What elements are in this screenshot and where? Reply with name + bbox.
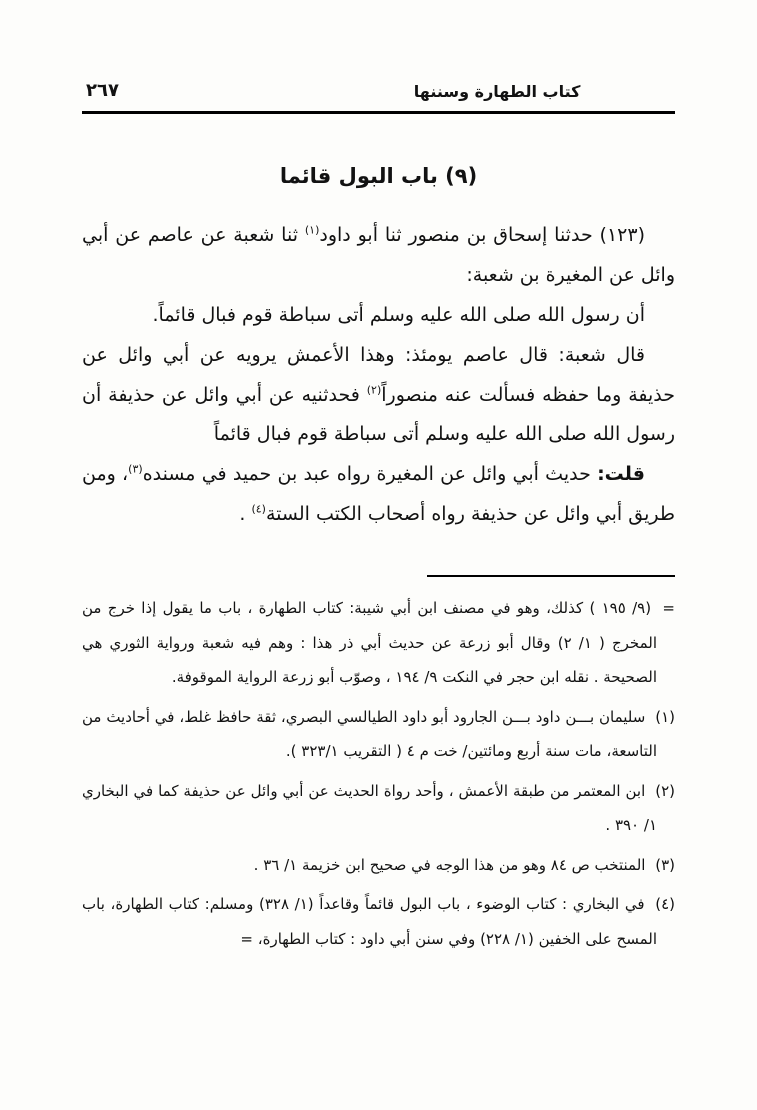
footnote [82,848,675,883]
text-run: أن رسول الله صلى الله عليه وسلم أتى سباطة قوم فبال قائماً. [152,303,645,326]
page-number: ٢٦٧ [86,80,119,101]
footnote-text: سليمان بـــن داود بـــن الجارود أبو داود الطيالسي البصري، ثقة حافظ غلط، في أحاديث من التاسعة، مات سنة أربع ومائتين/ خت م ٤ ( التقريب ٣٢٣/١ ). [82,707,657,761]
footnote-ref: (٢) [366,383,382,397]
footnote-marker: (٣) [655,855,675,874]
text-run: فحدثنيه عن أبي وائل عن حذيفة أن رسول الله صلى الله عليه وسلم أتى سباطة قوم فبال قائماً [82,383,675,446]
text-run: قال شعبة: قال عاصم يومئذ: وهذا الأعمش يرويه عن أبي وائل عن حذيفة وما حفظه فسألت عنه منصوراً [82,343,675,406]
footnote-text: (٩/ ١٩٥ ) كذلك، وهو في مصنف ابن أبي شيبة: كتاب الطهارة ، باب ما يقول إذا خرج من المخرج ( ١/ ٢) وقال أبو زرعة عن حديث أبي ذر هذا : وهم فيه شعبة ورواية الثوري هي الصحيحة . نقله ابن حجر في النكت ٩/ ١٩٤ ، وصوّب أبو زرعة الرواية الموقوفة. [82,599,657,687]
text-run: ثنا شعبة عن عاصم عن أبي وائل عن المغيرة بن شعبة: [82,224,675,286]
body-paragraph [82,455,675,535]
footnote-marker: (٤) [655,895,675,914]
text-run: . [239,503,252,526]
footnote [82,591,675,695]
footnote-text: ابن المعتمر من طبقة الأعمش ، وأحد رواة الحديث عن أبي وائل عن حذيفة كما في البخاري ١/ ٣٩٠ . [82,781,657,835]
page-header [82,78,675,108]
footnote [82,700,675,769]
footnote-marker: (١) [655,707,675,726]
footnotes-section [82,591,675,956]
text-run: ، ومن طريق أبي وائل عن حذيفة رواه أصحاب الكتب الستة [82,463,675,526]
chapter-title: (٩) باب البول قائما [279,164,478,188]
footnote [82,774,675,843]
footnote-marker: (٢) [655,781,675,800]
footnote-ref: (١) [304,223,320,237]
text-run: قلت: [597,463,645,486]
header-book-title: كتاب الطهارة وسننها [413,82,581,101]
footnote-ref: (٣) [128,463,143,477]
hadith-body [82,216,675,535]
footnote [82,887,675,956]
footnote-text: في البخاري : كتاب الوضوء ، باب البول قائماً وقاعداً (١/ ٣٢٨) ومسلم: كتاب الطهارة، باب المسح على الخفين (١/ ٢٢٨) وفي سنن أبي داود : كتاب الطهارة، = [82,895,657,948]
body-paragraph [82,216,675,296]
header-rule [82,111,675,114]
body-paragraph [82,336,675,456]
footnote-marker: = [662,599,675,618]
footnote-text: المنتخب ص ٨٤ وهو من هذا الوجه في صحيح ابن خزيمة ١/ ٣٦ . [253,855,646,874]
body-paragraph [82,296,675,336]
footnote-ref: (٤) [251,502,266,516]
footnote-separator [427,575,675,577]
text-run: (١٢٣) حدثنا إسحاق بن منصور ثنا أبو داود [319,224,645,246]
text-run: حديث أبي وائل عن المغيرة رواه عبد بن حميد في مسنده [142,463,598,486]
